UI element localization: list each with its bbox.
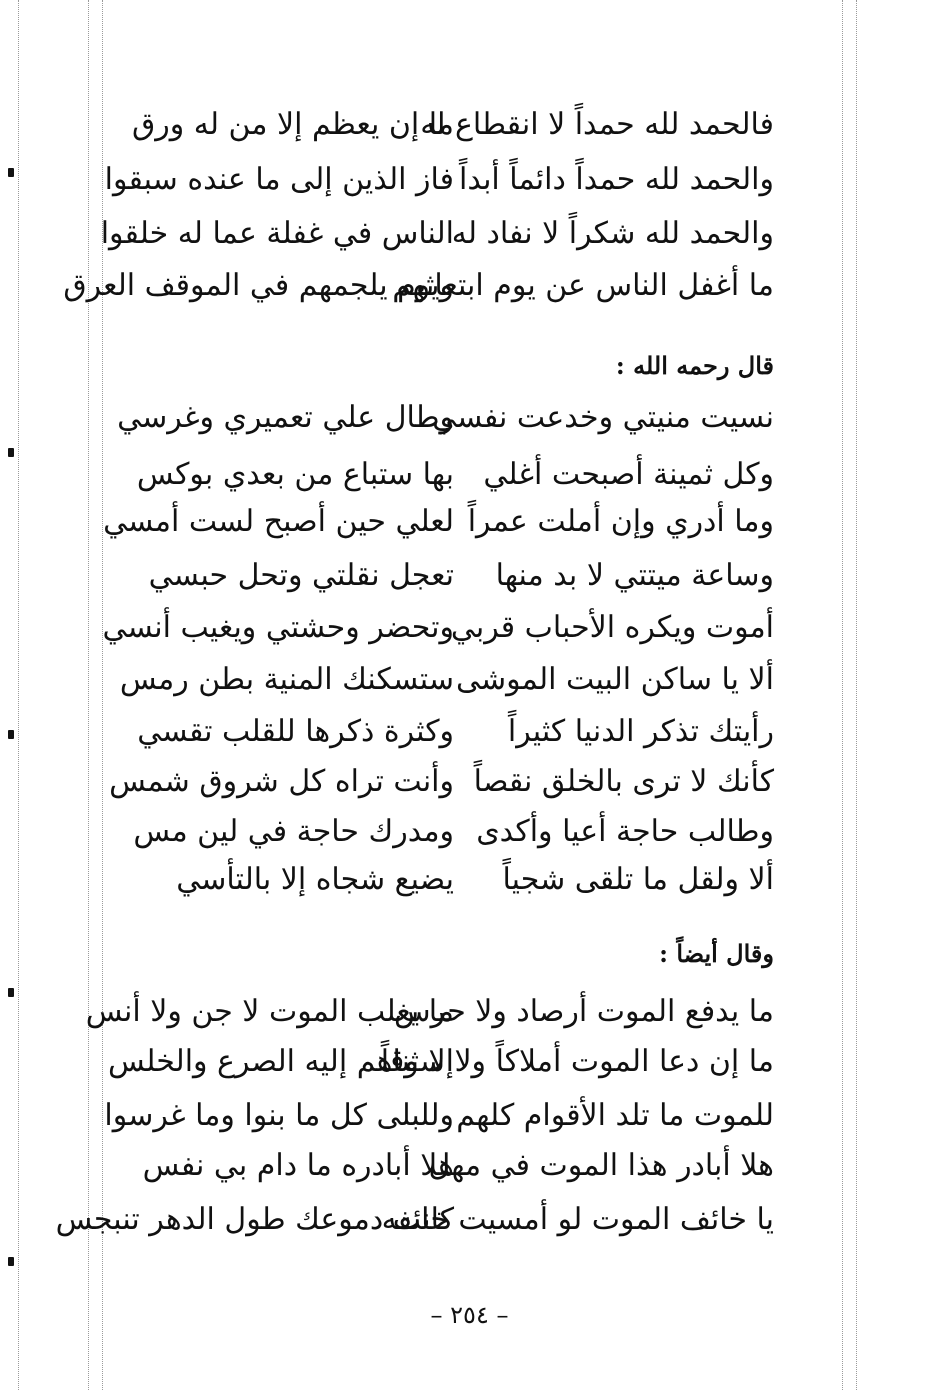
verse-first-hemistich: والحمد لله شكراً لا نفاد له	[451, 216, 774, 251]
page-number: – ٢٥٤ –	[430, 1301, 509, 1329]
verse-first-hemistich: نسيت منيتي وخدعت نفسي	[432, 400, 774, 435]
verse-second-hemistich: يضيع شجاه إلا بالتأسي	[176, 862, 454, 897]
margin-mark	[8, 1257, 14, 1266]
guide-line	[88, 0, 89, 1390]
verse-first-hemistich: هلا أبادر هذا الموت في مهل	[428, 1148, 774, 1183]
section-heading: قال رحمه الله :	[615, 351, 774, 380]
verse-first-hemistich: ما أغفل الناس عن يوم ابتعاثهم	[392, 268, 774, 303]
verse-second-hemistich: وللبلى كل ما بنوا وما غرسوا	[104, 1098, 454, 1133]
verse-second-hemistich: وكثرة ذكرها للقلب تقسي	[137, 714, 454, 749]
verse-first-hemistich: للموت ما تلد الأقوام كلهم	[456, 1098, 774, 1133]
verse-second-hemistich: الناس في غفلة عما له خلقوا	[100, 216, 454, 251]
verse-second-hemistich: كانت دموعك طول الدهر تنبجس	[55, 1202, 454, 1237]
guide-line	[856, 0, 857, 1390]
verse-second-hemistich: ومدرك حاجة في لين مس	[133, 814, 454, 849]
verse-second-hemistich: ويوم يلجمهم في الموقف العرق	[63, 268, 454, 303]
verse-second-hemistich: تعجل نقلتي وتحل حبسي	[148, 558, 454, 593]
verse-second-hemistich: ستسكنك المنية بطن رمس	[119, 662, 454, 697]
margin-mark	[8, 730, 14, 739]
verse-second-hemistich: بها ستباع من بعدي بوكس	[136, 457, 454, 492]
verse-first-hemistich: وساعة ميتتي لا بد منها	[495, 558, 774, 593]
verse-first-hemistich: وكل ثمينة أصبحت أغلي	[483, 457, 774, 492]
verse-second-hemistich: فاز الذين إلى ما عنده سبقوا	[104, 162, 454, 197]
verse-first-hemistich: ما إن دعا الموت أملاكاً ولا سوقاً	[380, 1044, 774, 1079]
verse-second-hemistich: ما إن يعظم إلا من له ورق	[131, 107, 454, 142]
verse-second-hemistich: ما يغلب الموت لا جن ولا أنس	[85, 994, 454, 1029]
verse-first-hemistich: وما أدري وإن أملت عمراً	[467, 504, 774, 539]
verse-second-hemistich: لعلي حين أصبح لست أمسي	[103, 504, 454, 539]
verse-second-hemistich: وطال علي تعميري وغرسي	[117, 400, 454, 435]
section-heading: وقال أيضاً :	[659, 939, 774, 968]
verse-first-hemistich: يا خائف الموت لو أمسيت خائفه	[381, 1202, 774, 1237]
verse-first-hemistich: ألا ولقل ما تلقى شجياً	[502, 862, 774, 897]
verse-second-hemistich: وأنت تراه كل شروق شمس	[109, 764, 454, 799]
verse-second-hemistich: وتحضر وحشتي ويغيب أنسي	[102, 610, 454, 645]
verse-first-hemistich: ألا يا ساكن البيت الموشى	[456, 662, 774, 697]
verse-first-hemistich: ما يدفع الموت أرصاد ولا حرس	[394, 994, 774, 1029]
verse-first-hemistich: كأنك لا ترى بالخلق نقصاً	[473, 764, 774, 799]
verse-first-hemistich: وطالب حاجة أعيا وأكدى	[476, 814, 774, 849]
verse-second-hemistich: هلا أبادره ما دام بي نفس	[142, 1148, 454, 1183]
verse-first-hemistich: فالحمد لله حمداً لا انقطاع له	[420, 107, 774, 142]
verse-second-hemistich: إلا ثناهم إليه الصرع والخلس	[108, 1044, 454, 1079]
guide-line	[842, 0, 843, 1390]
margin-mark	[8, 168, 14, 177]
left-border-line	[18, 0, 19, 1390]
margin-mark	[8, 448, 14, 457]
verse-first-hemistich: أموت ويكره الأحباب قربي	[450, 610, 774, 645]
margin-mark	[8, 988, 14, 997]
verse-first-hemistich: والحمد لله حمداً دائماً أبداً	[459, 162, 774, 197]
guide-line	[102, 0, 103, 1390]
verse-first-hemistich: رأيتك تذكر الدنيا كثيراً	[507, 714, 774, 749]
